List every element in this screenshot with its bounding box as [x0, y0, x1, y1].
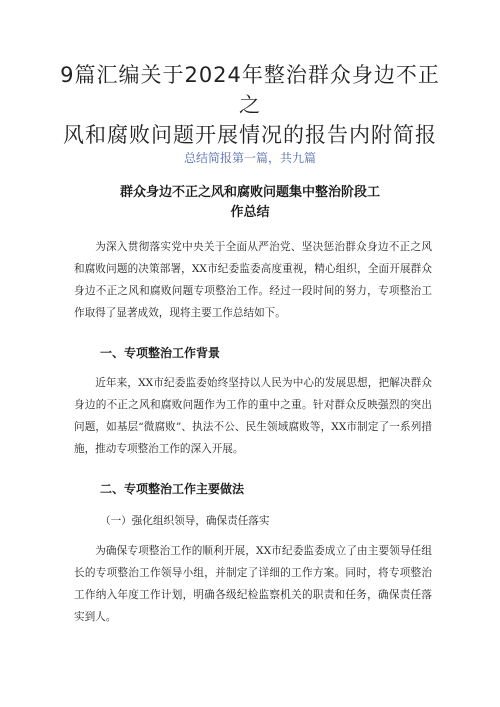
section2-heading: 二、专项整治工作主要做法 [100, 482, 245, 496]
intro-paragraph: 为深入贯彻落实党中央关于全面从严治党、坚决惩治群众身边不正之风和腐败问题的决策部署，XX市纪委监委高度重视，精心组织，全面开展群众身边不正之风和腐败问题专项整治工作。经过一段时间的努力，专项整治工作取得了显著成效，现将主要工作总结如下。 [74, 241, 432, 319]
section2-subheading-1: （一）强化组织领导，确保责任落实 [100, 515, 270, 527]
document-title-line1: 9篇汇编关于2024年整治群众身边不正之 [60, 63, 440, 117]
article-title [100, 183, 400, 223]
document-title [60, 60, 440, 150]
document-title-line2: 风和腐败问题开展情况的报告内附简报 [63, 123, 437, 147]
article-title-line1: 群众身边不正之风和腐败问题集中整治阶段工 [119, 185, 380, 200]
document-subtitle: 总结简报第一篇，共九篇 [183, 151, 316, 165]
section1-heading: 一、专项整治工作背景 [100, 346, 221, 360]
section2-paragraph: 为确保专项整治工作的顺利开展，XX市纪委监委成立了由主要领导任组长的专项整治工作领导小组，并制定了详细的工作方案。同时，将专项整治工作纳入年度工作计划，明确各级纪检监察机关的职责和任务，确保责任落实到人。 [74, 545, 432, 623]
section1-paragraph: 近年来，XX市纪委监委始终坚持以人民为中心的发展思想，把解决群众身边的不正之风和腐败问题作为工作的重中之重。针对群众反映强烈的突出问题，如基层“微腐败”、执法不公、民生领域腐败等，XX市制定了一系列措施，推动专项整治工作的深入开展。 [74, 377, 432, 455]
article-title-line2: 作总结 [230, 205, 270, 220]
